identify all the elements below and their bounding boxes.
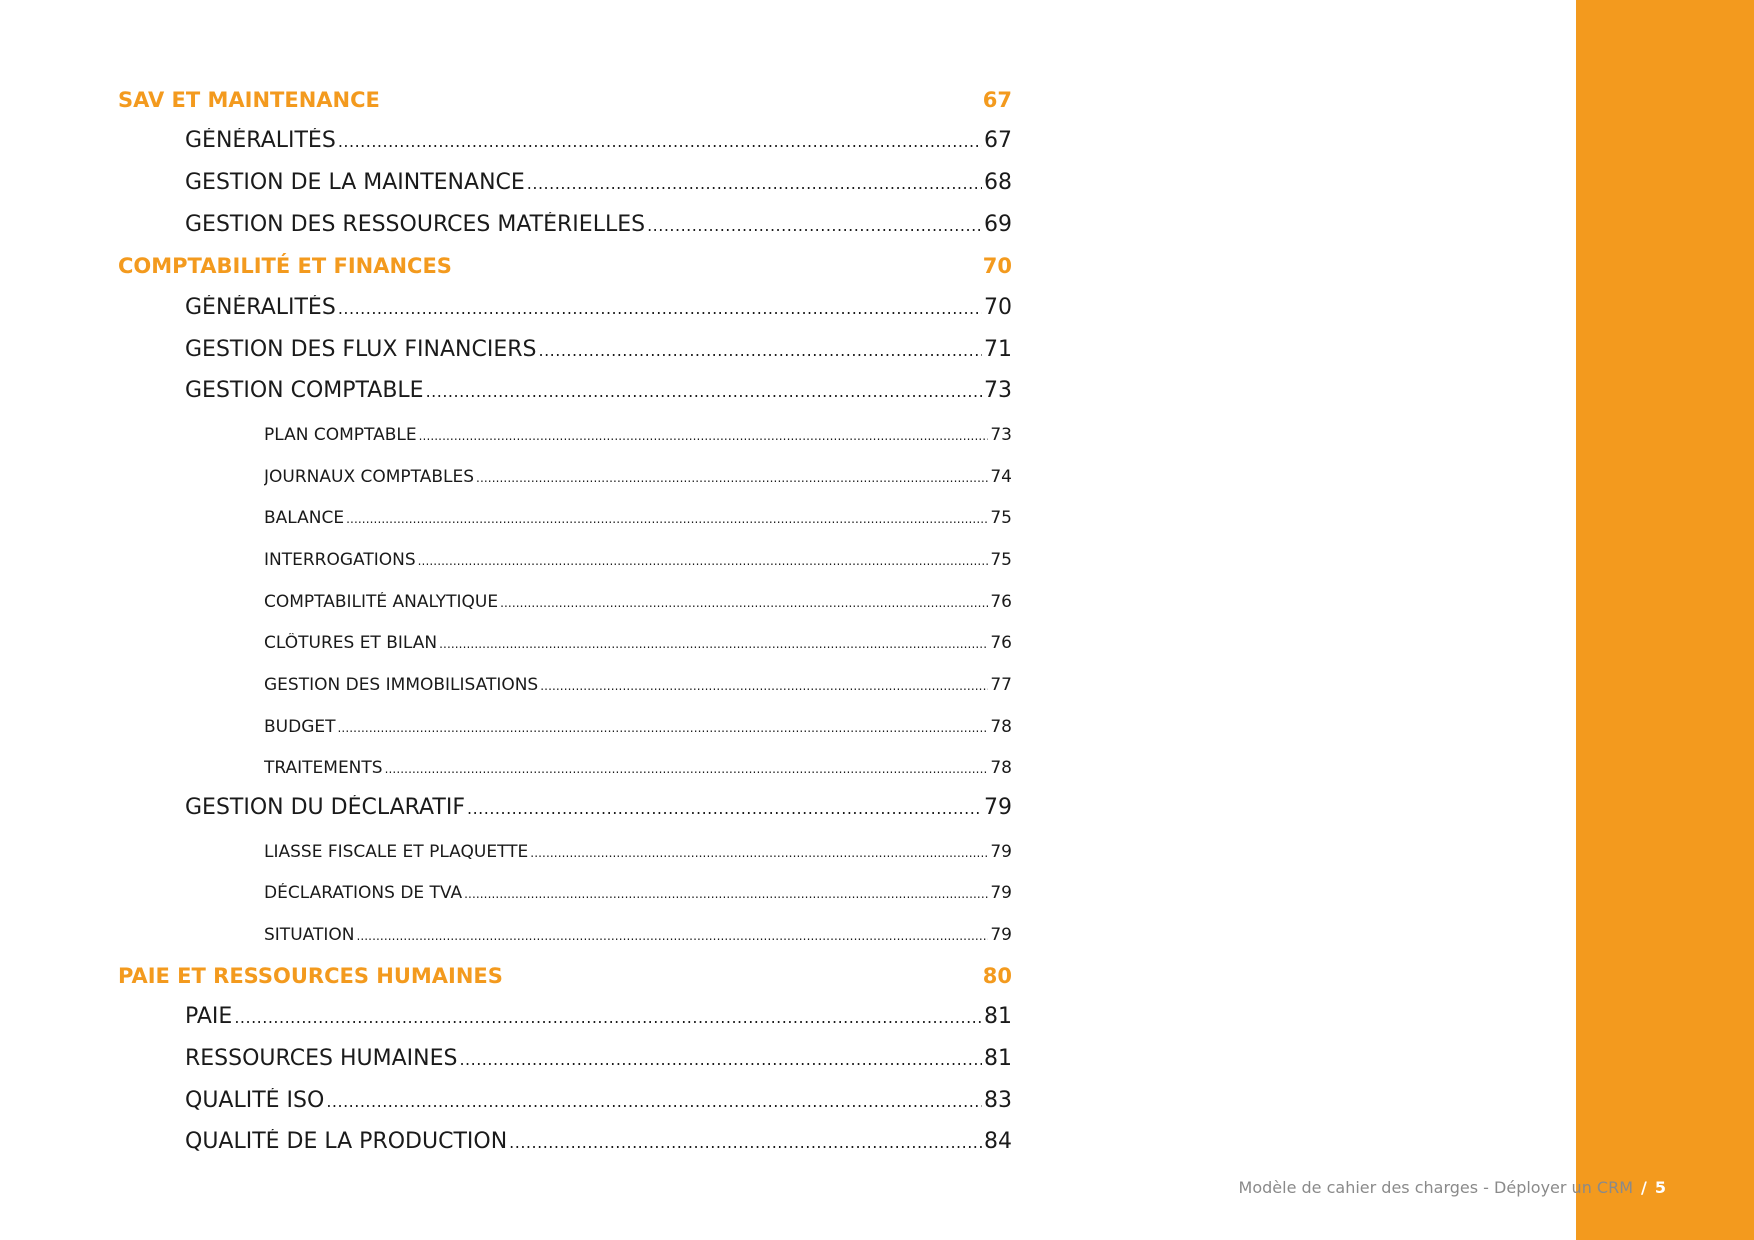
toc-entry-level-3[interactable] [264, 883, 1012, 903]
toc-entry-level-3[interactable] [264, 550, 1012, 570]
toc-entry-title: LIASSE FISCALE ET PLAQUETTE [264, 842, 529, 862]
toc-page-number: 80 [982, 964, 1012, 988]
dot-leader [530, 843, 988, 862]
toc-entry-title: GESTION DE LA MAINTENANCE [185, 170, 525, 195]
toc-entry-level-2[interactable] [185, 128, 1012, 154]
toc-page-number: 69 [984, 212, 1012, 237]
toc-entry-title: PAIE ET RESSOURCES HUMAINES [118, 964, 503, 988]
dot-leader [439, 634, 988, 653]
toc-entry-level-2[interactable] [185, 1129, 1012, 1155]
toc-entry-level-1[interactable] [118, 253, 1012, 279]
toc-entry-level-2[interactable] [185, 1046, 1012, 1072]
toc-entry-level-2[interactable] [185, 170, 1012, 196]
page-footer [1239, 1178, 1666, 1197]
toc-page-number: 75 [990, 508, 1012, 528]
toc-entry-title: TRAITEMENTS [264, 758, 383, 778]
dot-leader [647, 213, 982, 238]
toc-page-number: 77 [990, 675, 1012, 695]
toc-page-number: 78 [990, 758, 1012, 778]
dot-leader [539, 338, 983, 363]
toc-page-number: 70 [984, 295, 1012, 320]
dot-leader [500, 593, 988, 612]
toc-page-number: 79 [990, 925, 1012, 945]
dot-leader [338, 129, 982, 154]
toc-entry-level-3[interactable] [264, 467, 1012, 487]
toc-page-number: 78 [990, 717, 1012, 737]
toc-entry-level-2[interactable] [185, 1088, 1012, 1114]
toc-entry-title: GESTION COMPTABLE [185, 378, 424, 403]
toc-page-number: 75 [990, 550, 1012, 570]
dot-leader [476, 468, 988, 487]
toc-entry-title: DÉCLARATIONS DE TVA [264, 883, 463, 903]
dot-leader [385, 759, 989, 778]
toc-entry-title: COMPTABILITÉ ANALYTIQUE [264, 592, 499, 612]
toc-entry-title: GÉNÉRALITÉS [185, 295, 336, 320]
toc-page-number: 74 [990, 467, 1012, 487]
toc-page-number: 71 [984, 337, 1012, 362]
toc-entry-title: GESTION DES RESSOURCES MATÉRIELLES [185, 212, 646, 237]
toc-entry-level-3[interactable] [264, 592, 1012, 612]
toc-entry-title: CLÔTURES ET BILAN [264, 633, 438, 653]
toc-page-number: 79 [990, 883, 1012, 903]
toc-page-number: 76 [990, 633, 1012, 653]
toc-page-number: 67 [982, 88, 1012, 112]
toc-page-number: 81 [984, 1004, 1012, 1029]
toc-entry-level-3[interactable] [264, 633, 1012, 653]
dot-leader [467, 796, 982, 821]
toc-entry-title: GESTION DES FLUX FINANCIERS [185, 337, 537, 362]
dot-leader [418, 551, 989, 570]
dot-leader [338, 718, 989, 737]
toc-entry-level-2[interactable] [185, 212, 1012, 238]
footer-title: Modèle de cahier des charges - Déployer un CRM [1238, 1178, 1634, 1197]
toc-page-number: 68 [984, 170, 1012, 195]
toc-page-number: 81 [984, 1046, 1012, 1071]
dot-leader [419, 426, 989, 445]
dot-leader [426, 379, 982, 404]
toc-entry-title: INTERROGATIONS [264, 550, 416, 570]
toc-page-number: 83 [984, 1088, 1012, 1113]
toc-entry-title: QUALITÉ DE LA PRODUCTION [185, 1129, 508, 1154]
toc-entry-level-3[interactable] [264, 717, 1012, 737]
toc-entry-title: PLAN COMPTABLE [264, 425, 417, 445]
toc-page-number: 73 [984, 378, 1012, 403]
orange-side-band [1576, 0, 1754, 1240]
toc-entry-level-3[interactable] [264, 925, 1012, 945]
toc-entry-title: GESTION DU DÉCLARATIF [185, 795, 465, 820]
toc-entry-title: SAV ET MAINTENANCE [118, 88, 380, 112]
dot-leader [540, 676, 988, 695]
toc-entry-title: BALANCE [264, 508, 345, 528]
toc-entry-level-2[interactable] [185, 795, 1012, 821]
dot-leader [326, 1089, 982, 1114]
toc-entry-level-2[interactable] [185, 295, 1012, 321]
toc-entry-level-2[interactable] [185, 337, 1012, 363]
toc-entry-title: GÉNÉRALITÉS [185, 128, 336, 153]
toc-page-number: 84 [984, 1129, 1012, 1154]
toc-entry-title: BUDGET [264, 717, 336, 737]
toc-entry-title: COMPTABILITÉ ET FINANCES [118, 254, 452, 278]
toc-entry-level-3[interactable] [264, 675, 1012, 695]
footer-separator: / [1641, 1178, 1647, 1197]
toc-entry-title: GESTION DES IMMOBILISATIONS [264, 675, 539, 695]
toc-entry-level-2[interactable] [185, 1004, 1012, 1030]
toc-entry-level-2[interactable] [185, 378, 1012, 404]
dot-leader [527, 171, 982, 196]
toc-entry-title: JOURNAUX COMPTABLES [264, 467, 475, 487]
toc-entry-title: SITUATION [264, 925, 355, 945]
dot-leader [346, 509, 988, 528]
toc-entry-level-3[interactable] [264, 425, 1012, 445]
toc-page-number: 70 [982, 254, 1012, 278]
toc-entry-level-3[interactable] [264, 508, 1012, 528]
dot-leader [234, 1005, 982, 1030]
toc-entry-title: PAIE [185, 1004, 233, 1029]
dot-leader [509, 1130, 982, 1155]
toc-entry-title: RESSOURCES HUMAINES [185, 1046, 458, 1071]
toc-page-number: 73 [990, 425, 1012, 445]
dot-leader [356, 926, 988, 945]
toc-page-number: 76 [990, 592, 1012, 612]
toc-entry-level-1[interactable] [118, 87, 1012, 113]
toc-entry-level-3[interactable] [264, 842, 1012, 862]
footer-page-number: 5 [1654, 1178, 1666, 1197]
toc-page-number: 67 [984, 128, 1012, 153]
toc-page-number: 79 [984, 795, 1012, 820]
toc-page-number: 79 [990, 842, 1012, 862]
dot-leader [464, 884, 988, 903]
dot-leader [338, 296, 982, 321]
toc-entry-level-1[interactable] [118, 963, 1012, 989]
toc-entry-title: QUALITÉ ISO [185, 1088, 325, 1113]
toc-entry-level-3[interactable] [264, 758, 1012, 778]
dot-leader [459, 1047, 982, 1072]
